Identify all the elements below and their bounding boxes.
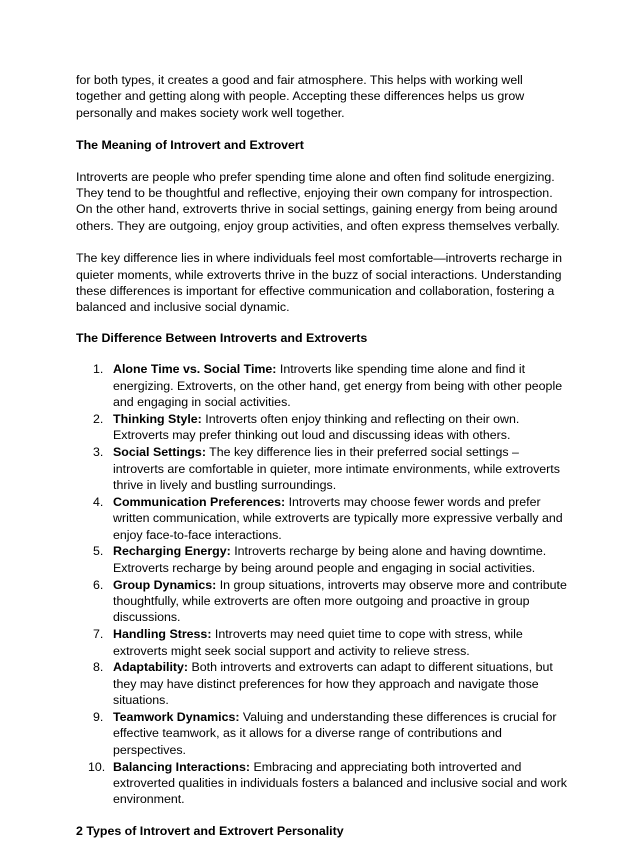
differences-list xyxy=(76,361,568,807)
list-item xyxy=(76,494,568,543)
list-item-number: 3. xyxy=(93,445,104,460)
list-item-number: 1. xyxy=(93,362,104,377)
list-item-term: Thinking Style: xyxy=(113,411,202,426)
list-item-text: Introverts may need quiet time to cope with stress, while extroverts might seek social support and activity to relieve stress. xyxy=(113,627,523,658)
list-item xyxy=(76,411,568,444)
list-item xyxy=(76,361,568,410)
list-item-number: 7. xyxy=(93,627,104,642)
meaning-paragraph-1: Introverts are people who prefer spending time alone and often find solitude energizing. They tend to be thoughtful and reflective, enjoying their own company for introspection. On the other hand, extroverts thrive in social settings, gaining energy from being around others. They are outgoing, enjoy group activities, and often express themselves verbally. xyxy=(76,169,560,233)
heading-types: 2 Types of Introvert and Extrovert Personality xyxy=(76,823,344,838)
list-item-text: Embracing and appreciating both introverted and extroverted qualities in individuals fosters a balanced and inclusive social and work environment. xyxy=(113,759,567,807)
list-item-term: Teamwork Dynamics: xyxy=(113,709,240,724)
list-item xyxy=(76,626,568,659)
list-item-number: 8. xyxy=(93,660,104,675)
list-item-term: Adaptability: xyxy=(113,660,189,675)
list-item xyxy=(76,543,568,576)
list-item-text: The key difference lies in their preferred social settings – introverts are comfortable in quieter, more intimate environments, while extroverts thrive in lively and bustling surroundings. xyxy=(113,445,560,492)
list-item-number: 5. xyxy=(93,544,104,559)
list-item-text: Introverts often enjoy thinking and reflecting on their own. Extroverts may prefer thinking out loud and discussing ideas with others. xyxy=(113,411,520,443)
list-item-text: Both introverts and extroverts can adapt to different situations, but they may have distinct preferences for how they approach and navigate those situations. xyxy=(113,660,553,708)
list-item xyxy=(76,659,568,708)
list-item-term: Balancing Interactions: xyxy=(113,759,251,774)
list-item xyxy=(76,444,568,493)
list-item-text: In group situations, introverts may observe more and contribute thoughtfully, while extroverts are often more outgoing and proactive in group discussions. xyxy=(113,577,567,625)
list-item xyxy=(76,577,568,626)
list-item-number: 4. xyxy=(93,494,104,509)
list-item-text: Introverts may choose fewer words and prefer written communication, while extroverts are typically more expressive verbally and enjoy face-to-face interactions. xyxy=(113,494,563,542)
list-item-term: Communication Preferences: xyxy=(113,494,286,509)
heading-difference: The Difference Between Introverts and Extroverts xyxy=(76,330,368,345)
document-page xyxy=(76,72,568,854)
list-item-text: Introverts like spending time alone and find it energizing. Extroverts, on the other hand, get energy from being with other people and engaging in social activities. xyxy=(113,362,563,410)
list-item-number: 2. xyxy=(93,411,104,426)
list-item xyxy=(76,759,568,808)
meaning-paragraph-2: The key difference lies in where individuals feel most comfortable—introverts recharge in quieter moments, while extroverts thrive in the buzz of social interactions. Understanding these differences is important for effective communication and collaboration, fostering a balanced and inclusive social dynamic. xyxy=(76,251,562,315)
heading-meaning: The Meaning of Introvert and Extrovert xyxy=(76,138,304,153)
list-item-number: 6. xyxy=(93,577,104,592)
list-item-term: Alone Time vs. Social Time: xyxy=(113,362,277,377)
list-item-term: Recharging Energy: xyxy=(113,544,231,559)
list-item-text: Introverts recharge by being alone and having downtime. Extroverts recharge by being around people and engaging in social activities. xyxy=(113,544,547,575)
list-item-text: Valuing and understanding these differences is crucial for effective teamwork, as it allows for a diverse range of contributions and perspectives. xyxy=(113,709,557,757)
list-item-number: 9. xyxy=(93,709,104,724)
list-item-term: Group Dynamics: xyxy=(113,577,217,592)
intro-paragraph: for both types, it creates a good and fair atmosphere. This helps with working well together and getting along with people. Accepting these differences helps us grow personally and makes society work well together. xyxy=(76,73,525,120)
list-item-term: Social Settings: xyxy=(113,445,206,460)
list-item-term: Handling Stress: xyxy=(113,627,212,642)
list-item xyxy=(76,709,568,758)
list-item-number: 10. xyxy=(88,759,106,774)
